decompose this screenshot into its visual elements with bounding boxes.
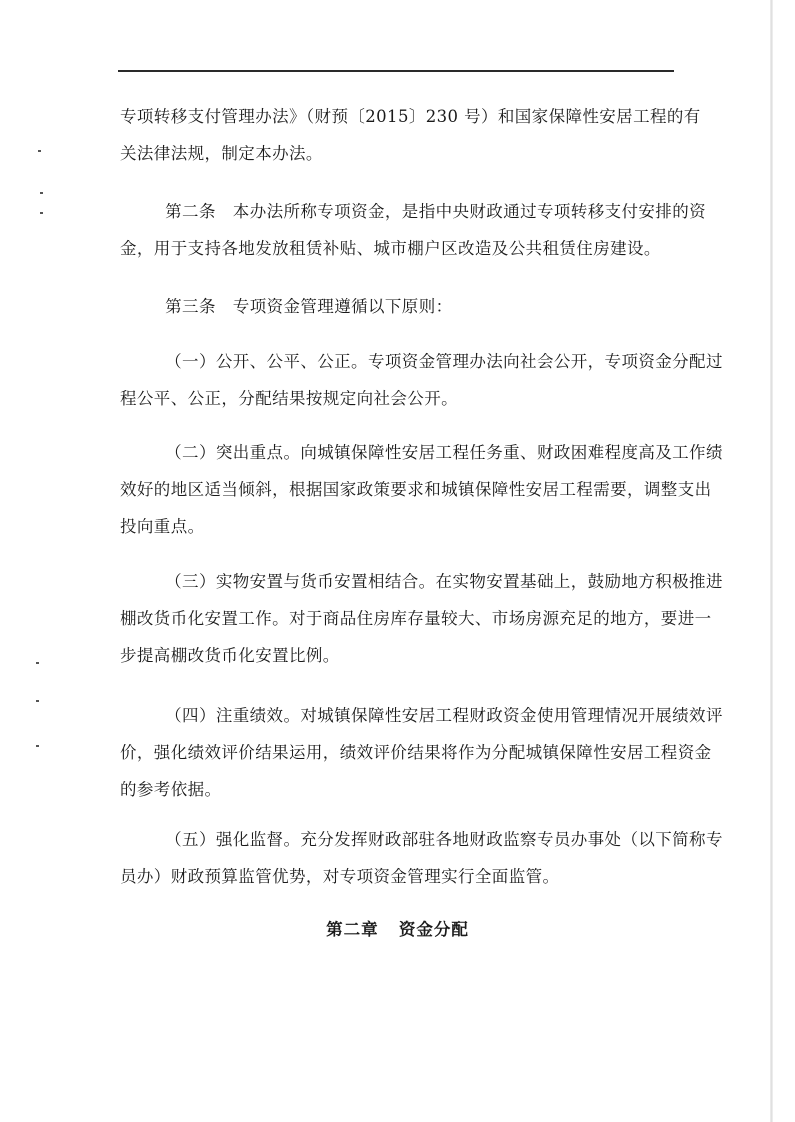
text-line: 金，用于支持各地发放租赁补贴、城市棚户区改造及公共租赁住房建设。 [120, 239, 661, 258]
text-line: （五）强化监督。充分发挥财政部驻各地财政监察专员办事处（以下简称专 [120, 830, 723, 849]
scan-speck [38, 150, 41, 152]
paragraph-principle-1 [120, 343, 723, 417]
paragraph-intro-continuation [120, 98, 701, 172]
scan-speck [36, 700, 39, 702]
paragraph-article-2 [120, 193, 706, 267]
text-line: 步提高棚改货币化安置比例。 [120, 646, 340, 665]
text-line: （四）注重绩效。对城镇保障性安居工程财政资金使用管理情况开展绩效评 [120, 706, 723, 725]
text-line: 棚改货币化安置工作。对于商品住房库存量较大、市场房源充足的地方，要进一 [120, 609, 712, 628]
text-line: （一）公开、公平、公正。专项资金管理办法向社会公开，专项资金分配过 [120, 352, 723, 371]
scan-speck [40, 212, 43, 214]
scan-speck [36, 745, 39, 747]
header-rule [118, 70, 674, 72]
text-line: 的参考依据。 [120, 780, 222, 799]
paragraph-article-3 [120, 288, 680, 325]
text-line: 投向重点。 [120, 517, 205, 536]
text-line: 效好的地区适当倾斜，根据国家政策要求和城镇保障性安居工程需要，调整支出 [120, 480, 712, 499]
text-line: 价，强化绩效评价结果运用，绩效评价结果将作为分配城镇保障性安居工程资金 [120, 743, 712, 762]
paragraph-principle-5 [120, 821, 723, 895]
paragraph-principle-3 [120, 563, 723, 674]
chapter-heading: 第二章 资金分配 [326, 920, 469, 939]
text-line: （二）突出重点。向城镇保障性安居工程任务重、财政困难程度高及工作绩 [120, 443, 723, 462]
text-line: 程公平、公正，分配结果按规定向社会公开。 [120, 389, 458, 408]
scan-speck [36, 662, 39, 664]
text-line: （三）实物安置与货币安置相结合。在实物安置基础上，鼓励地方积极推进 [120, 572, 723, 591]
paragraph-principle-4 [120, 697, 723, 808]
text-line: 第二条 本办法所称专项资金，是指中央财政通过专项转移支付安排的资 [120, 202, 706, 221]
scan-edge [770, 0, 773, 1122]
text-line: 关法律法规，制定本办法。 [120, 144, 323, 163]
paragraph-principle-2 [120, 434, 723, 545]
scan-speck [40, 192, 43, 194]
text-line: 专项转移支付管理办法》（财预〔2015〕230 号）和国家保障性安居工程的有 [120, 107, 701, 126]
text-line: 第三条 专项资金管理遵循以下原则： [120, 297, 453, 316]
text-line: 员办）财政预算监管优势，对专项资金管理实行全面监管。 [120, 867, 560, 886]
